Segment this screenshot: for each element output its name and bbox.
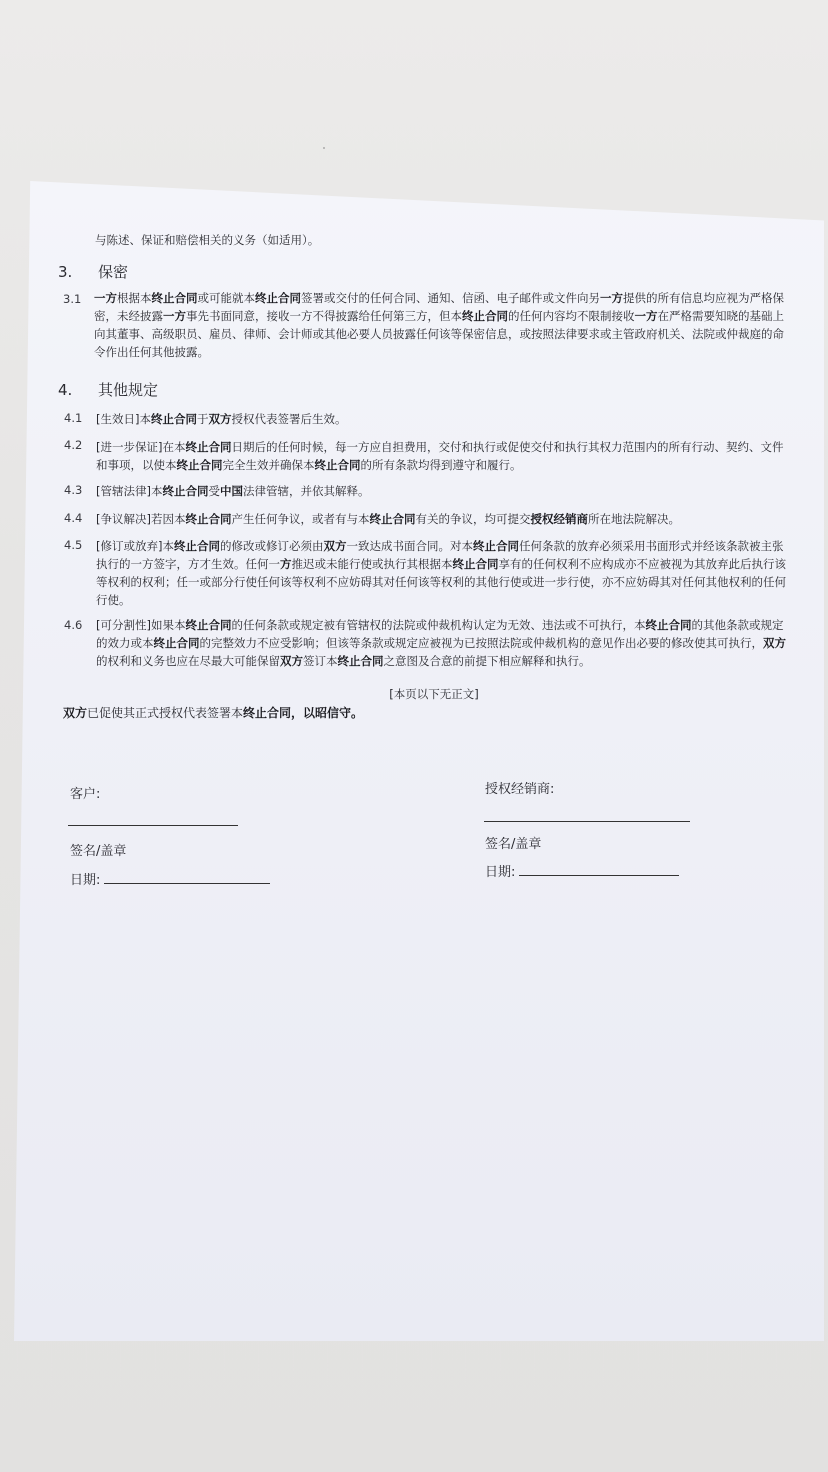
section-heading-4: [58, 379, 158, 400]
witness-clause: [63, 704, 363, 722]
clause-text: 签订本: [303, 654, 338, 668]
clause-text: 一方: [163, 309, 186, 323]
clause-4-1: [96, 410, 786, 428]
clause-text: 有关的争议，均可提交: [415, 512, 531, 526]
clause-text: 终止合同: [452, 557, 499, 571]
clause-4-3: [96, 482, 786, 500]
clause-text: 或可能就本: [197, 291, 255, 305]
clause-4-5: [96, 537, 791, 609]
clause-text: 终止合同: [255, 291, 301, 305]
customer-date-field: [70, 869, 270, 888]
clause-text: [争议解决]若因本: [96, 512, 186, 526]
clause-text: 终止合同: [472, 539, 519, 553]
witness-text: 双方: [63, 706, 88, 720]
clause-text: 终止合同: [337, 654, 384, 668]
clause-text: 双方: [323, 539, 347, 553]
clause-text: 享有的任何权利不应构成亦不应被视为其放弃此后执行该等权利的权利；任一或部分行使任何该等权利不应妨碍其对任何该等权利的其他行使或进一步行使，亦不应妨碍其对任何其他权利的任何行使。: [96, 557, 786, 607]
customer-sign-label: 签名/盖章: [70, 844, 127, 859]
clause-text: 所在地法院解决。: [587, 512, 680, 526]
clause-text: 签署或交付的任何合同、通知、信函、电子邮件或文件向另: [301, 291, 600, 305]
clause-text: 产生任何争议，或者有与本: [231, 512, 370, 526]
section-heading-3: [58, 261, 128, 282]
clause-4-4: [96, 510, 786, 528]
clause-4-6: [96, 616, 791, 670]
clause-text: 终止合同: [462, 309, 508, 323]
dealer-signature-line: [484, 821, 690, 822]
clause-number-4-6: 4.6: [64, 618, 83, 632]
clause-text: [修订或放弃]本: [96, 539, 174, 553]
clause-text: 推迟或未能行使或执行其根据本: [291, 557, 453, 571]
clause-text: 双方: [763, 636, 786, 650]
clause-text: 一致达成书面合同。对本: [346, 539, 473, 553]
clause-text: [管辖法律]本: [96, 484, 163, 498]
clause-3-1: [94, 289, 784, 361]
dealer-date-line: [519, 862, 679, 876]
clause-number-4-5: 4.5: [64, 538, 83, 552]
clause-4-2: [96, 438, 786, 474]
intro-line-text: 与陈述、保证和赔偿相关的义务（如适用）。: [95, 233, 320, 247]
section-title: 保密: [98, 263, 129, 281]
clause-text: 之意图及合意的前提下相应解释和执行。: [383, 654, 591, 668]
clause-text: 的其他条款或规定的效力或本: [96, 618, 784, 650]
clause-text: 的权利和义务也应在尽最大可能保留: [96, 654, 280, 668]
customer-signature-line: [68, 825, 238, 826]
clause-text: 终止合同: [173, 539, 220, 553]
clause-number-4-2: 4.2: [64, 438, 83, 452]
dealer-date-field: [485, 861, 679, 880]
clause-text: [进一步保证]在本: [96, 440, 186, 454]
clause-text: 终止合同: [185, 440, 232, 454]
clause-text: 方: [280, 557, 292, 571]
clause-text: 中国: [219, 484, 243, 498]
section-number: 3.: [58, 263, 73, 281]
clause-text: 法律管辖，并依其解释。: [242, 484, 370, 498]
clause-text: [可分割性]如果本: [96, 618, 186, 632]
section-title: 其他规定: [98, 381, 159, 399]
clause-text: 授权代表签署后生效。: [231, 412, 347, 426]
section-number: 4.: [58, 381, 73, 399]
clause-text: 根据本: [117, 291, 152, 305]
clause-text: 终止合同: [369, 512, 416, 526]
dealer-date-label: 日期:: [485, 865, 516, 880]
clause-number-3-1: 3.1: [63, 292, 82, 306]
clause-text: 终止合同: [150, 412, 197, 426]
clause-text: 一方: [634, 309, 658, 323]
dealer-sign-label: 签名/盖章: [485, 837, 542, 852]
clause-text: 任何条款的放弃必须采用书面形式并经该条款被主张执行的一方签字，方才生效。任何一: [96, 539, 784, 571]
clause-text: 的修改或修订必须由: [219, 539, 324, 553]
clause-text: 终止合同: [185, 512, 232, 526]
clause-text: 的任何条款或规定被有管辖权的法院或仲裁机构认定为无效、违法或不可执行，本: [231, 618, 646, 632]
clause-text: 终止合同: [314, 458, 361, 472]
dealer-party-label: 授权经销商:: [485, 782, 555, 797]
clause-text: 终止合同: [151, 291, 198, 305]
clause-text: 双方: [280, 654, 303, 668]
clause-text: 的所有条款均得到遵守和履行。: [360, 458, 522, 472]
clause-text: 终止合同: [645, 618, 692, 632]
customer-date-label: 日期:: [70, 873, 101, 888]
clause-text: 终止合同: [185, 618, 232, 632]
clause-text: 终止合同: [162, 484, 209, 498]
clause-text: 授权经销商: [530, 512, 588, 526]
clause-text: [生效日]本: [96, 412, 151, 426]
surface-speck: [323, 147, 325, 149]
clause-text: 双方: [208, 412, 232, 426]
clause-text: 的完整效力不应受影响；但该等条款或规定应被视为已按照法院或仲裁机构的意见作出必要的修改使其可执行，: [199, 636, 763, 650]
witness-text: 已促使其正式授权代表签署本: [87, 706, 244, 720]
clause-text: 完全生效并确保本: [222, 458, 315, 472]
clause-text: 事先书面同意，接收一方不得披露给任何第三方，但本: [186, 309, 462, 323]
clause-text: 受: [208, 484, 220, 498]
clause-text: 提供的所有信息均应视为严格保密，未经披露: [94, 291, 784, 323]
clause-text: 终止合同: [153, 636, 200, 650]
clause-text: 于: [196, 412, 209, 426]
customer-date-line: [104, 870, 270, 884]
clause-text: 日期后的任何时候，每一方应自担费用，交付和执行或促使交付和执行其权力范围内的所有行动、契约、文件和事项，以使本: [96, 440, 784, 472]
clause-number-4-4: 4.4: [64, 511, 83, 525]
clause-text: 一方: [94, 291, 117, 305]
clause-number-4-3: 4.3: [64, 483, 83, 497]
page-end-note: [本页以下无正文]: [389, 687, 479, 701]
customer-party-label: 客户:: [70, 787, 101, 802]
clause-text: 在严格需要知晓的基础上向其董事、高级职员、雇员、律师、会计师或其他必要人员披露任何该等保密信息，或按照法律要求或主管政府机关、法院或仲裁庭的命令作出任何其他披露。: [94, 309, 784, 359]
clause-text: 的任何内容均不限制接收: [508, 309, 635, 323]
clause-text: 终止合同: [176, 458, 223, 472]
clause-text: 一方: [600, 291, 623, 305]
clause-number-4-1: 4.1: [64, 411, 83, 425]
intro-line: [95, 231, 319, 249]
witness-text: 终止合同，以昭信守。: [243, 706, 364, 720]
